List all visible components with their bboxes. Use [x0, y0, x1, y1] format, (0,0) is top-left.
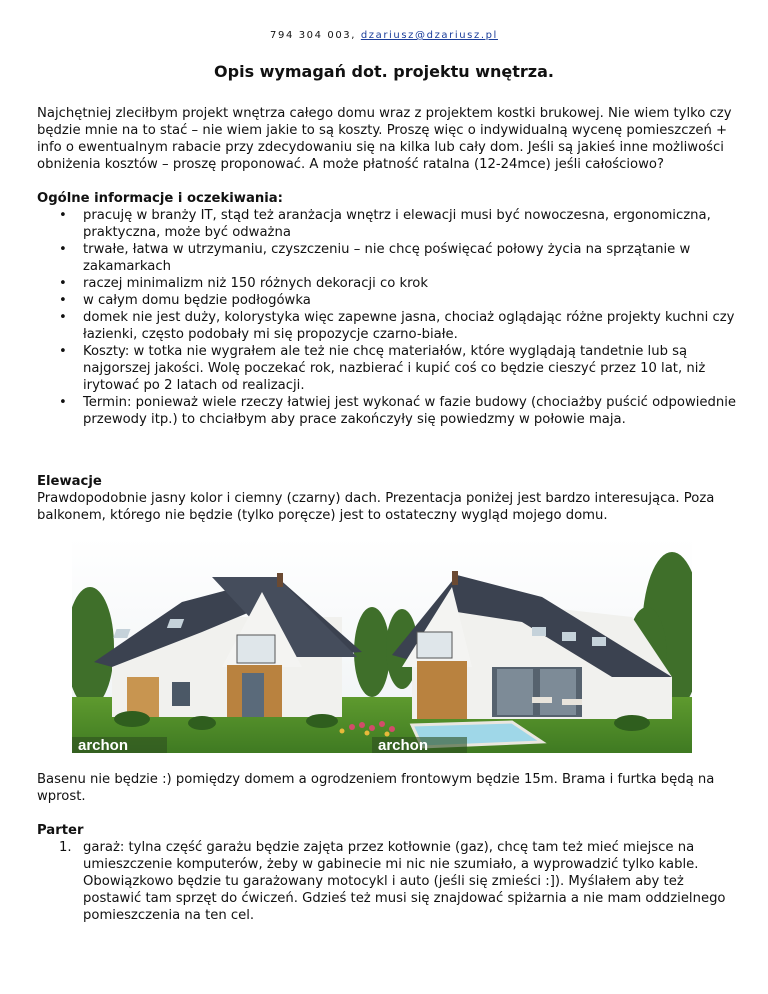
general-section	[37, 190, 737, 428]
ground-floor-list	[37, 839, 737, 924]
list-item	[37, 839, 737, 924]
list-number: 1.	[59, 840, 72, 855]
general-list	[37, 207, 737, 428]
list-item: • domek nie jest duży, kolorystyka więc zapewne jasna, chociaż oglądając różne projekty kuchni czy łazienki, często podobały mi się propozycje czarno-białe.	[37, 309, 737, 343]
elevation-heading: Elewacje	[37, 474, 102, 489]
elevation-section	[37, 473, 737, 524]
list-item-text: garaż: tylna część garażu będzie zajęta przez kotłownie (gaz), chcę tam też mieć miejsce na umieszczenie komputerów, żeby w gabinecie mi nic nie szumiało, a wyprowadzić tylko kable. Obowiązkowo będzie tu garażowany motocykl i auto (jeśli się zmieści :]). Myślałem aby też postawić tam sprzęt do ćwiczeń. Gdzieś też musi się znajdować spiżarnia a nie mam oddzielnego pomieszczenia na ten cel.	[83, 840, 726, 923]
intro-paragraph: Najchętniej zleciłbym projekt wnętrza całego domu wraz z projektem kostki brukowej. Nie wiem tylko czy będzie mnie na to stać – nie wiem jakie to są koszty. Proszę więc o indywidualną wycenę pomieszczeń + info o ewentualnym rabacie przy zdecydowaniu się na kilka lub cały dom. Jeśli są jakieś inne możliwości obniżenia kosztów – proszę proponować. A może płatność ratalna (12-24mce) jeśli całościowo?	[37, 106, 732, 172]
ground-floor-section	[37, 822, 737, 924]
house-render-image	[72, 537, 692, 753]
pool-note: Basenu nie będzie :) pomiędzy domem a ogrodzeniem frontowym będzie 15m. Brama i furtka będą na wprost.	[37, 772, 715, 804]
contact-header	[0, 30, 768, 41]
archon-logo-left: archon	[78, 737, 129, 753]
list-item: • Koszty: w totka nie wygrałem ale też nie chcę materiałów, które wyglądają tandetnie lub są najgorszej jakości. Wolę poczekać rok, nazbierać i kupić coś co będzie cieszyć przez 10 lat, niż irytować po 2 latach od realizacji.	[37, 343, 737, 394]
list-item: • w całym domu będzie podłogówka	[37, 292, 737, 309]
email-link[interactable]: dzariusz@dzariusz.pl	[360, 30, 498, 41]
list-item: • pracuję w branży IT, stąd też aranżacja wnętrz i elewacji musi być nowoczesna, ergonomiczna, praktyczna, może być odważna	[37, 207, 737, 241]
elevation-text: Prawdopodobnie jasny kolor i ciemny (czarny) dach. Prezentacja poniżej jest bardzo interesująca. Poza balkonem, którego nie będzie (tylko poręcze) jest to ostateczny wygląd mojego domu.	[37, 491, 715, 523]
list-item: • Termin: ponieważ wiele rzeczy łatwiej jest wykonać w fazie budowy (chociażby puścić odpowiednie przewody itp.) to chciałbym aby prace zakończyły się powiedzmy w połowie maja.	[37, 394, 737, 428]
ground-floor-heading: Parter	[37, 823, 84, 838]
document-title: Opis wymagań dot. projektu wnętrza.	[214, 62, 554, 81]
phone-number: 794 304 003,	[270, 30, 357, 41]
general-heading: Ogólne informacje i oczekiwania:	[37, 191, 283, 206]
archon-logo-right: archon	[378, 737, 429, 753]
list-item: • raczej minimalizm niż 150 różnych dekoracji co krok	[37, 275, 737, 292]
list-item: • trwałe, łatwa w utrzymaniu, czyszczeniu – nie chcę poświęcać połowy życia na sprzątanie w zakamarkach	[37, 241, 737, 275]
